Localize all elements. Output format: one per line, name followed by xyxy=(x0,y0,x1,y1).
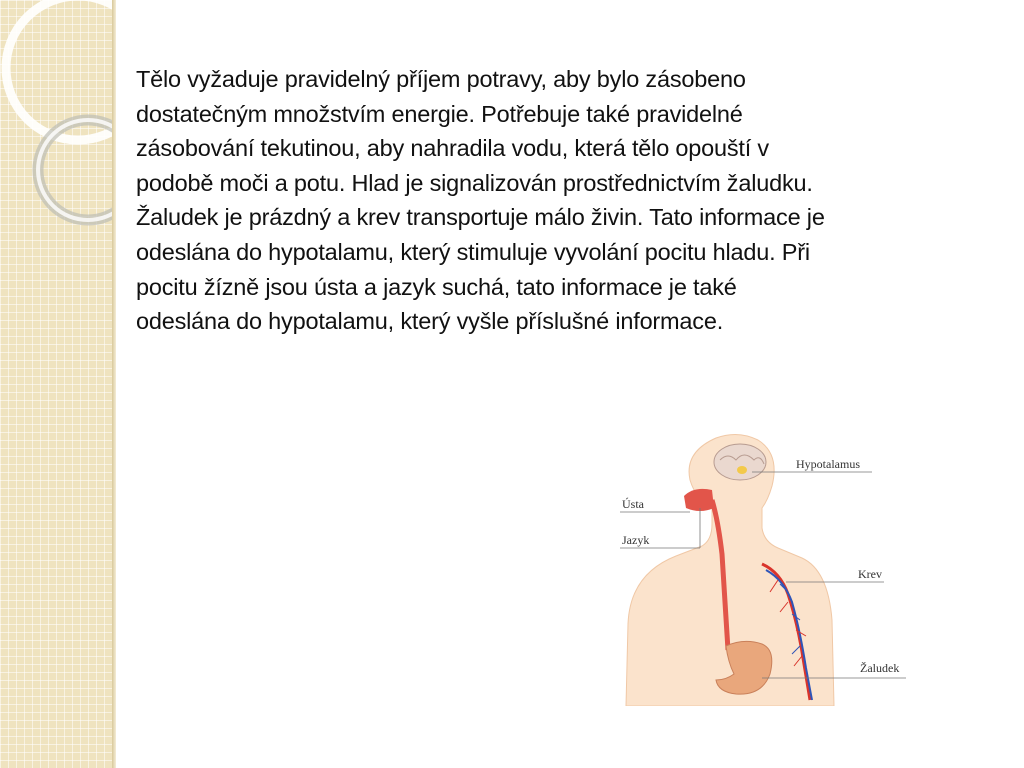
decorative-rings xyxy=(0,0,112,768)
body-diagram-svg xyxy=(566,424,926,706)
body-diagram xyxy=(566,424,926,706)
sidebar-edge xyxy=(112,0,116,768)
label-usta: Ústa xyxy=(622,497,644,511)
slide-body-text: Tělo vyžaduje pravidelný příjem potravy, aby bylo zásobeno dostatečným množstvím energie. Potřebuje také pravidelné zásobování tekutinou, aby nahradila vodu, která tělo opouští v podobě moči a potu. Hlad je signalizován prostřednictvím žaludku. Žaludek je prázdný a krev transportuje málo živin. Tato informace je odeslána do hypotalamu, který stimuluje vyvolání pocitu hladu. Při pocitu žízně jsou ústa a jazyk suchá, tato informace je také odeslána do hypotalamu, který vyšle příslušné informace. xyxy=(136,66,825,335)
label-zaludek: Žaludek xyxy=(860,661,900,675)
mouth-icon xyxy=(684,489,714,511)
label-krev: Krev xyxy=(858,567,882,581)
label-hypotalamus: Hypotalamus xyxy=(796,457,860,471)
hypothalamus-icon xyxy=(737,466,747,474)
decorative-sidebar xyxy=(0,0,112,768)
label-jazyk: Jazyk xyxy=(622,533,650,547)
brain-icon xyxy=(714,444,766,480)
